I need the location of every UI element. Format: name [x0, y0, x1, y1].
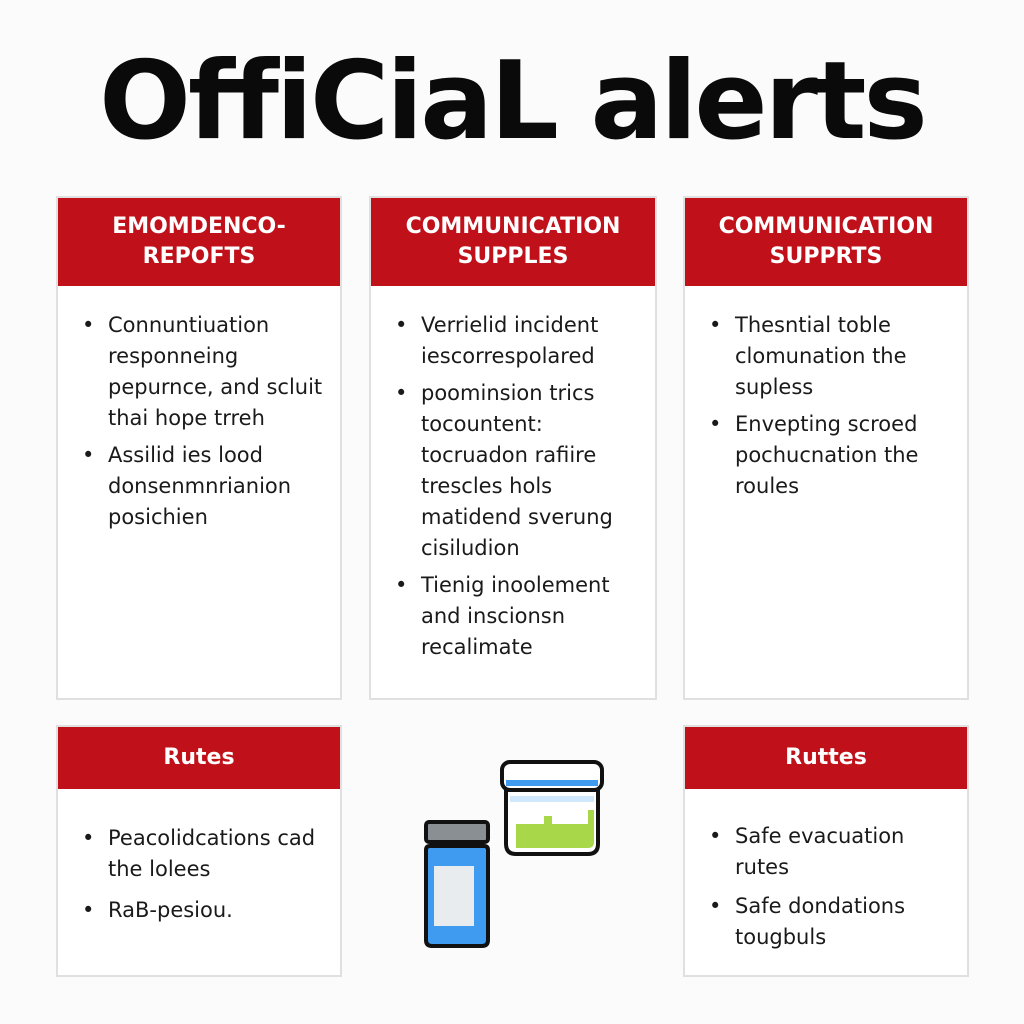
card-header-line: Rutes: [163, 745, 235, 770]
bullet-icon: •: [395, 573, 408, 597]
card-header-line: Ruttes: [785, 745, 867, 770]
list-item: [82, 823, 324, 885]
list-item-text: Assilid ies lood donsenmnrianion posichien: [108, 443, 292, 529]
list-item-text: poominsion trics tocountent: tocruadon rafiire trescles hols matidend sverung cisiludion: [421, 381, 613, 560]
bullet-icon: •: [709, 313, 722, 337]
list-item: [82, 895, 324, 926]
bullet-icon: •: [709, 412, 722, 436]
list-item-text: Thesntial toble clomunation the supless: [735, 313, 907, 399]
bullet-icon: •: [82, 313, 95, 337]
card-header: [58, 198, 340, 286]
list-item: [82, 310, 324, 434]
card-header-line: SUPPLES: [457, 244, 569, 269]
list-item: [395, 570, 639, 663]
list-item-text: Safe evacuation rutes: [735, 824, 905, 879]
bullet-icon: •: [709, 894, 722, 918]
alert-card-ruttes: [683, 725, 969, 977]
bullet-list: [82, 310, 324, 533]
bullet-icon: •: [82, 898, 95, 922]
list-item: [709, 409, 951, 502]
list-item: [709, 310, 951, 403]
alert-card-emergency-reports: [56, 196, 342, 700]
bullet-icon: •: [395, 313, 408, 337]
alert-card-communication-supples: [369, 196, 657, 700]
card-body: [685, 789, 967, 953]
list-item-text: Peacolidcations cad the lolees: [108, 826, 316, 881]
bullet-list: [395, 310, 639, 663]
bullet-icon: •: [709, 824, 722, 848]
specimen-jar-icon: [502, 762, 602, 854]
list-item: [82, 440, 324, 533]
list-item-text: RaB-pesiou.: [108, 898, 233, 922]
card-header: [685, 727, 967, 789]
card-header: [58, 727, 340, 789]
medicine-illustration: [412, 752, 612, 952]
bullet-list: [709, 821, 951, 953]
list-item-text: Tienig inoolement and inscionsn recalimate: [421, 573, 610, 659]
card-header-line: COMMUNICATION: [718, 214, 934, 239]
list-item-text: Verrielid incident iescorrespolared: [421, 313, 599, 368]
list-item-text: Safe dondations tougbuls: [735, 894, 906, 949]
list-item: [395, 378, 639, 564]
alert-card-rutes: [56, 725, 342, 977]
alert-card-communication-supprts: [683, 196, 969, 700]
card-header-line: EMOMDENCO-: [112, 214, 286, 239]
card-header-line: SUPPRTS: [769, 244, 883, 269]
card-header-line: REPOFTS: [142, 244, 256, 269]
list-item-text: Connuntiuation responneing pepurnce, and scluit thai hope trreh: [108, 313, 323, 430]
bullet-icon: •: [395, 381, 408, 405]
bullet-list: [82, 823, 324, 926]
card-header: [685, 198, 967, 286]
list-item: [395, 310, 639, 372]
page-title: OffiCiaL alerts: [99, 39, 925, 164]
bullet-list: [709, 310, 951, 502]
list-item: [709, 821, 951, 883]
list-item-text: Envepting scroed pochucnation the roules: [735, 412, 919, 498]
bullet-icon: •: [82, 826, 95, 850]
bullet-icon: •: [82, 443, 95, 467]
card-header: [371, 198, 655, 286]
card-body: [685, 286, 967, 502]
card-body: [58, 789, 340, 926]
card-header-line: COMMUNICATION: [405, 214, 621, 239]
medicine-vial-icon: [426, 822, 488, 946]
list-item: [709, 891, 951, 953]
card-body: [371, 286, 655, 663]
card-body: [58, 286, 340, 533]
